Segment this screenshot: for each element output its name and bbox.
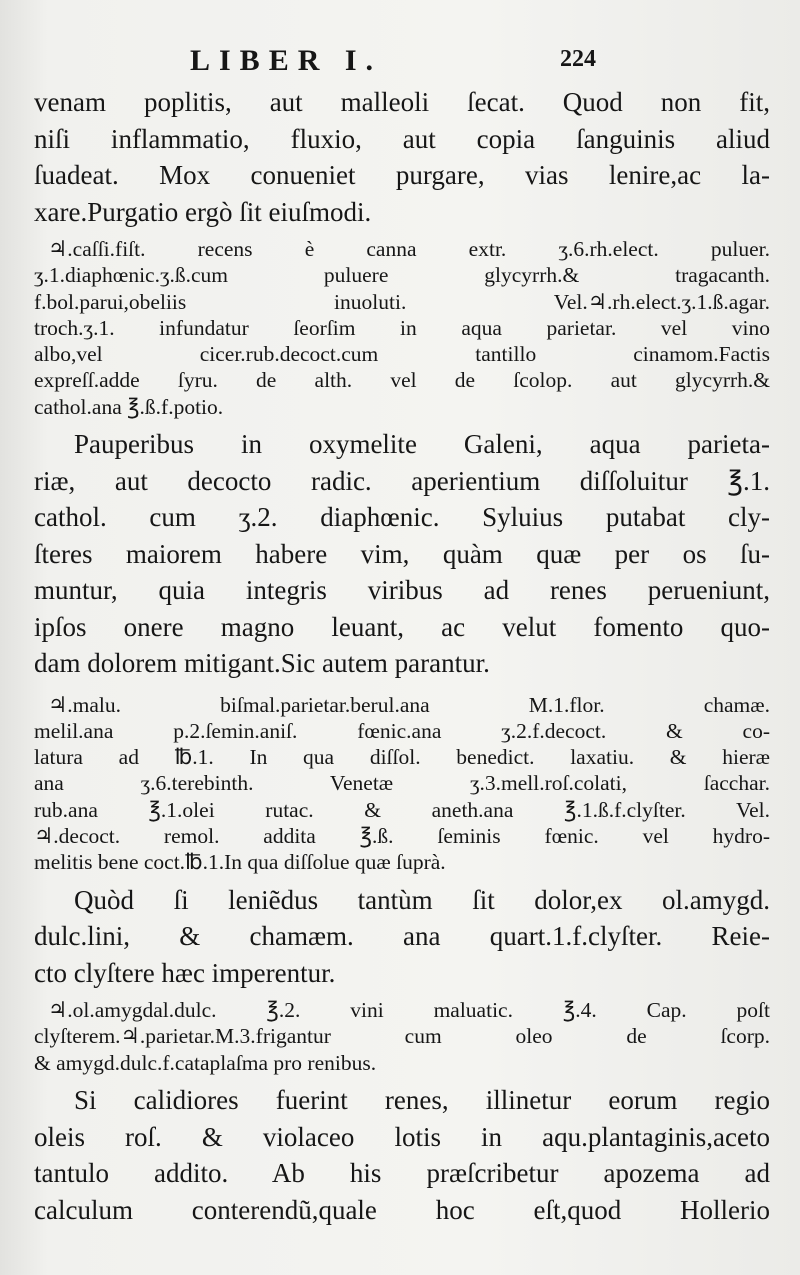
text-line: tantulo addito. Ab his præſcribetur apozema ad — [34, 1158, 770, 1189]
paragraph-text — [34, 84, 770, 230]
text-line: latura ad ℔.1. In qua diſſol. benedict. laxatiu. & hieræ — [34, 745, 770, 770]
text-line: dam dolorem mitigant.Sic autem parantur. — [34, 648, 490, 679]
text-line: melil.ana p.2.ſemin.aniſ. fœnic.ana ʒ.2.f.decoct. & co- — [34, 718, 770, 743]
page-header — [0, 44, 800, 84]
prescription-block — [34, 236, 770, 420]
text-line: rub.ana ℥.1.olei rutac. & aneth.ana ℥.1.ß.f.clyſter. Vel. — [34, 797, 770, 822]
text-line: venam poplitis, aut malleoli ſecat. Quod non fit, — [34, 87, 770, 117]
text-line: cathol.ana ℥.ß.f.potio. — [34, 394, 224, 419]
text-line: niſi inflammatio, fluxio, aut copia ſanguinis aliud — [34, 123, 770, 154]
text-line: ʒ.1.diaphœnic.ʒ.ß.cum puluere glycyrrh.& tragacanth. — [34, 263, 770, 288]
text-line: expreſſ.adde ſyru. de alth. vel de ſcolop. aut glycyrrh.& — [34, 368, 770, 393]
text-line: Quòd ſi leniẽdus tantùm ſit dolor,ex ol.amygd. — [74, 884, 770, 915]
text-line: melitis bene coct.℔.1.In qua diſſolue quæ ſuprà. — [34, 850, 446, 875]
prescription-block — [34, 692, 770, 876]
paragraph-text — [34, 1082, 770, 1228]
prescription-block — [34, 997, 770, 1076]
text-line: f.bol.parui,obeliis inuoluti. Vel.♃.rh.elect.ʒ.1.ß.agar. — [34, 289, 770, 314]
text-line: ♃.caſſi.fiſt. recens è canna extr. ʒ.6.rh.elect. puluer. — [48, 237, 770, 261]
text-line: & amygd.dulc.f.cataplaſma pro renibus. — [34, 1050, 377, 1075]
text-line: ♃.malu. biſmal.parietar.berul.ana M.1.flor. chamæ. — [48, 692, 770, 717]
text-line: dulc.lini, & chamæm. ana quart.1.f.clyſter. Reie- — [34, 921, 770, 952]
text-line: cto clyſtere hæc imperentur. — [34, 957, 336, 988]
text-line: riæ, aut decocto radic. aperientium diſſoluitur ℥.1. — [34, 465, 770, 496]
page-number: 224 — [560, 46, 596, 72]
text-line: calculum conterendũ,quale hoc eſt,quod Hollerio — [34, 1194, 770, 1225]
text-line: albo,vel cicer.rub.decoct.cum tantillo cinamom.Factis — [34, 342, 770, 367]
paragraph-text — [34, 426, 770, 682]
text-line: Si calidiores fuerint renes, illinetur eorum regio — [74, 1085, 770, 1116]
text-line: ana ʒ.6.terebinth. Venetæ ʒ.3.mell.roſ.colati, ſacchar. — [34, 771, 770, 796]
text-line: ſteres maiorem habere vim, quàm quæ per os ſu- — [34, 538, 770, 569]
text-line: Pauperibus in oxymelite Galeni, aqua parieta- — [74, 429, 770, 460]
text-line: ♃.ol.amygdal.dulc. ℥.2. vini maluatic. ℥.4. Cap. poſt — [48, 998, 770, 1023]
text-line: ♃.decoct. remol. addita ℥.ß. ſeminis fœnic. vel hydro- — [34, 824, 770, 849]
text-line: xare.Purgatio ergò ſit eiuſmodi. — [34, 196, 372, 227]
text-line: troch.ʒ.1. infundatur ſeorſim in aqua parietar. vel vino — [34, 315, 770, 340]
running-head: LIBER I. — [190, 44, 383, 77]
text-line: clyſterem.♃.parietar.M.3.frigantur cum oleo de ſcorp. — [34, 1024, 770, 1049]
text-line: ipſos onere magno leuant, ac velut fomento quo- — [34, 611, 770, 642]
text-line: ſuadeat. Mox conueniet purgare, vias lenire,ac la- — [34, 160, 770, 190]
body-text — [34, 84, 770, 1228]
paragraph-text — [34, 882, 770, 992]
text-line: cathol. cum ʒ.2. diaphœnic. Syluius putabat cly- — [34, 502, 770, 533]
text-line: oleis roſ. & violaceo lotis in aqu.plantaginis,aceto — [34, 1121, 770, 1152]
text-line: muntur, quia integris viribus ad renes perueniunt, — [34, 575, 770, 606]
